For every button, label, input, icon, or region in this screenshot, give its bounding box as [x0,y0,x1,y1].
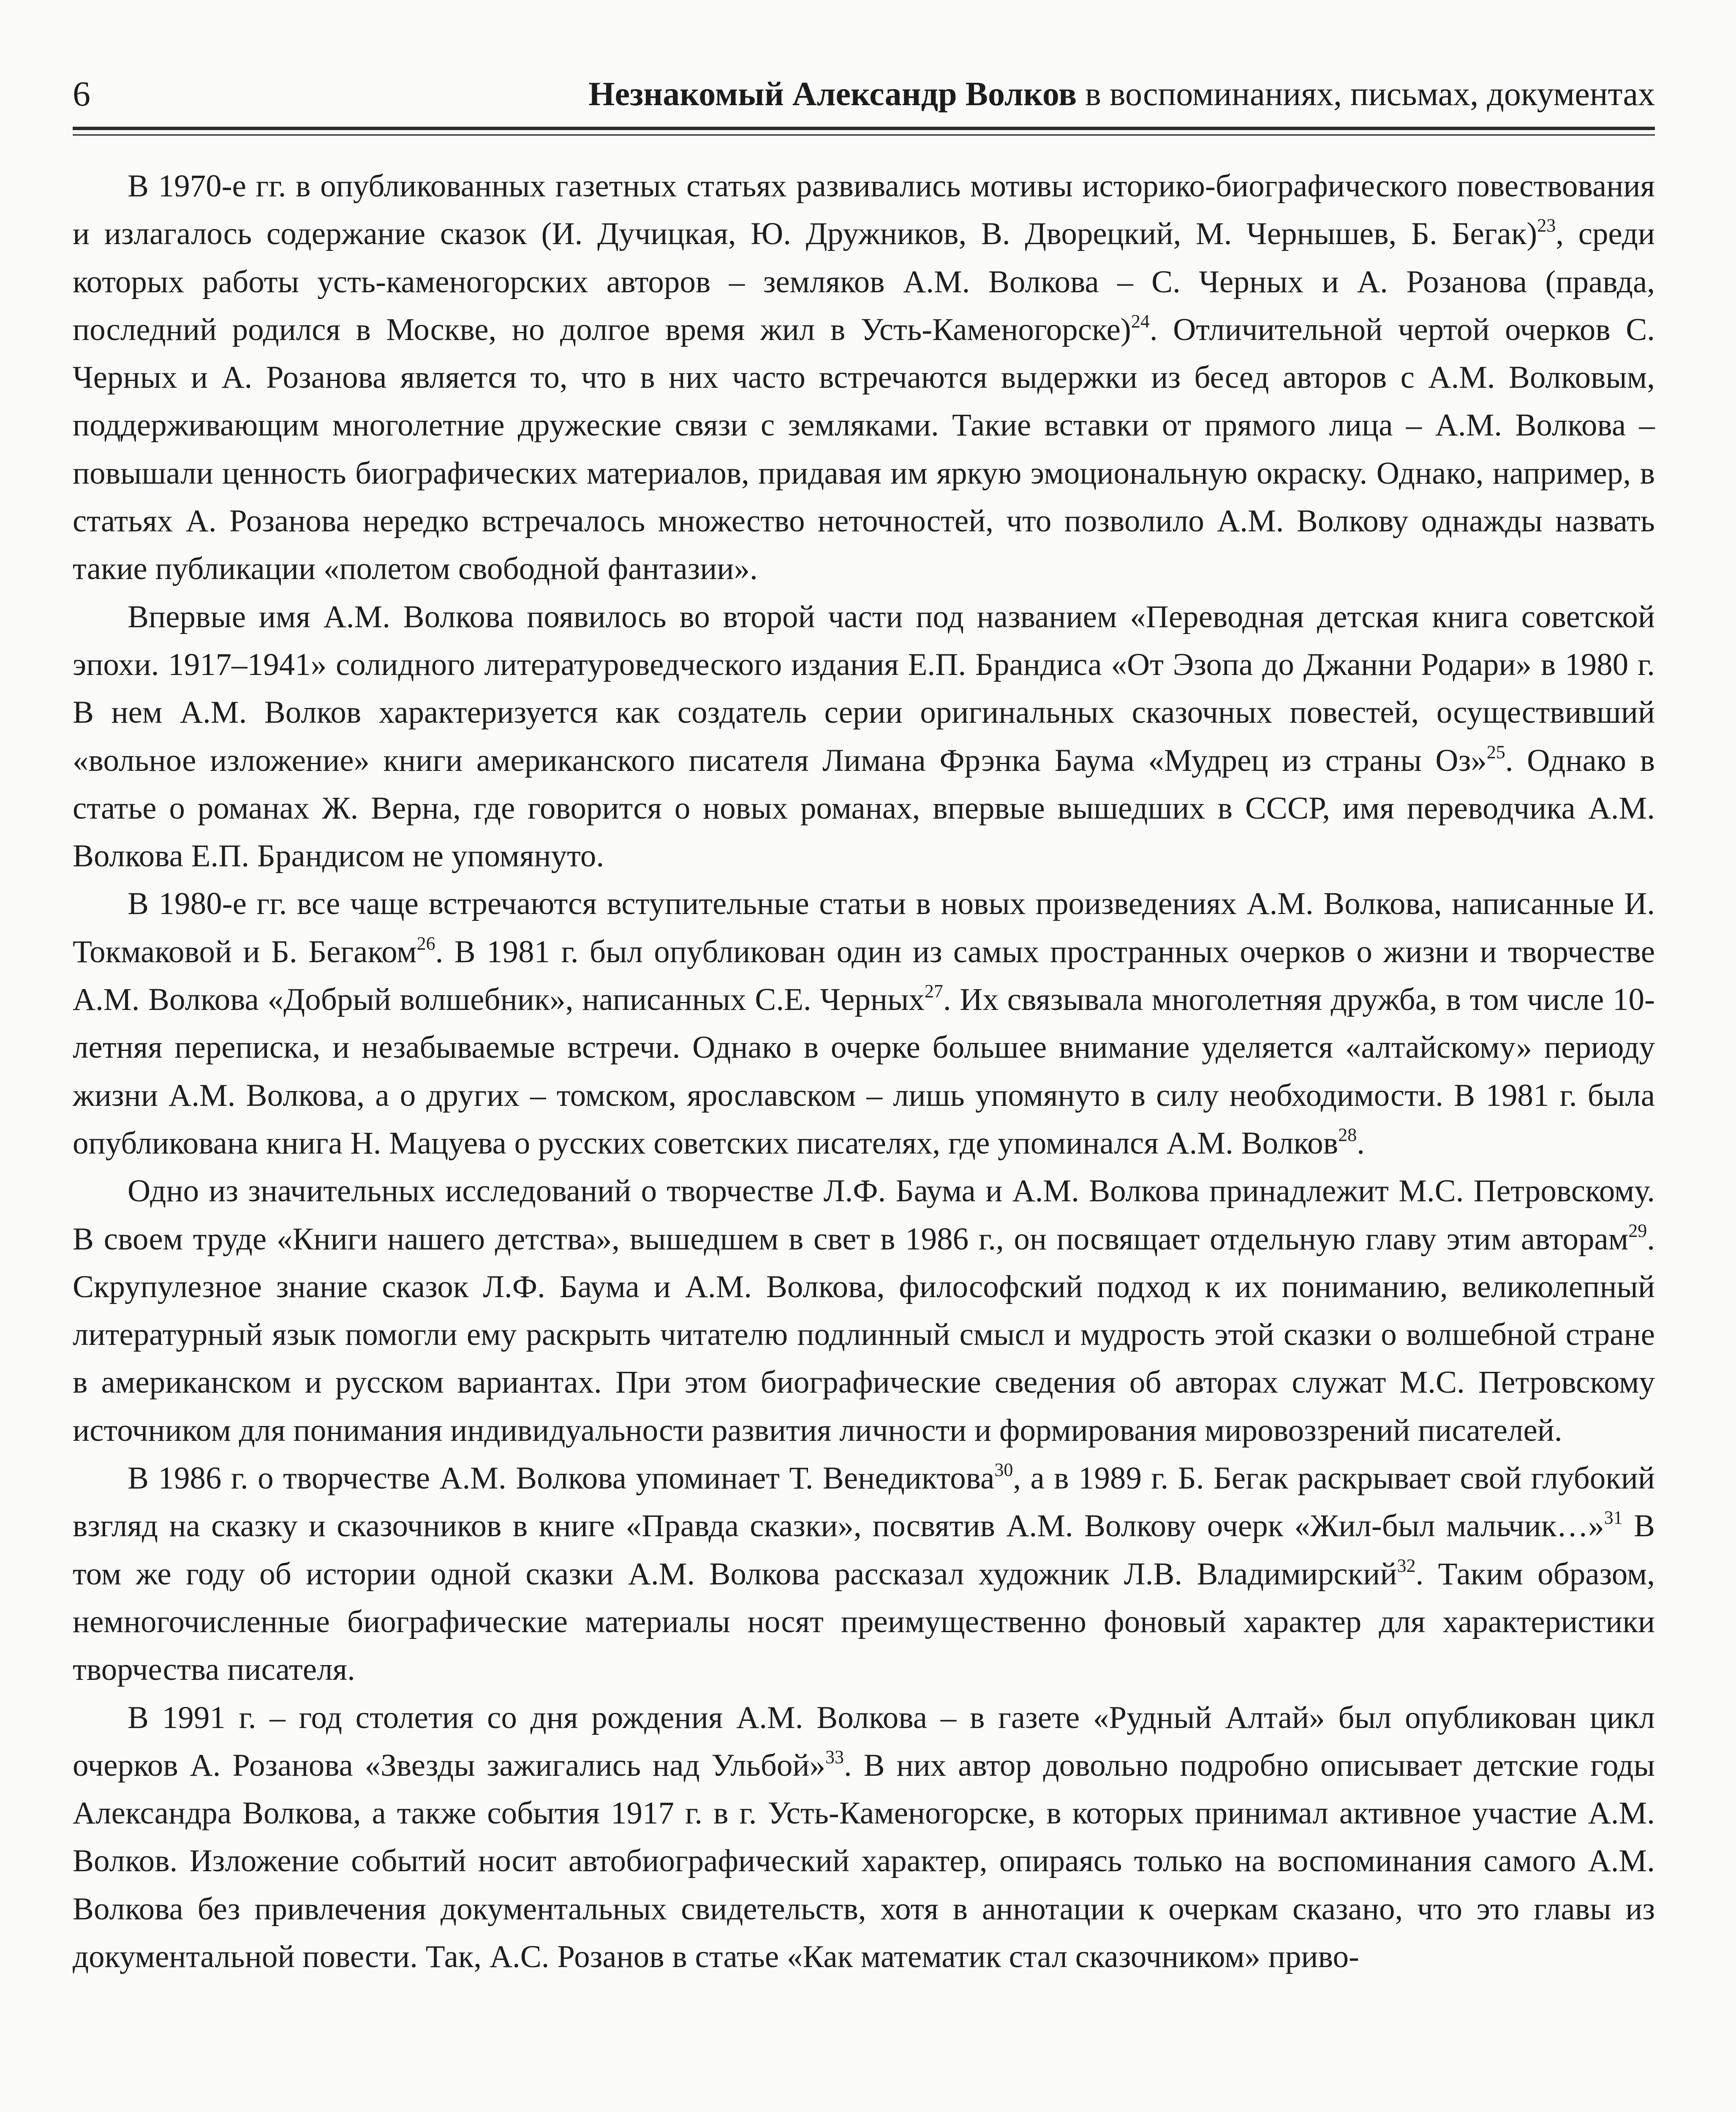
text-run: . В них автор довольно подробно описывает детские годы Александра Волкова, а также события 1917 г. в г. Усть-Каменогорске, в которых принимал активное участие А.М. Волков. Изложение событий носит автобиографический характер, опираясь только на воспоминания самого А.М. Волкова без привлечения документальных свидетельств, хотя в аннотации к очеркам сказано, что это главы из документальной повести. Так, А.С. Розанов в статье «Как математик стал сказочником» приво- [73,1747,1655,1974]
running-title-author: Незнакомый Александр Волков [588,76,1077,113]
footnote-ref: 24 [1131,310,1150,332]
text-run: Одно из значительных исследований о творчестве Л.Ф. Баума и А.М. Волкова принадлежит М.С. Петровскому. В своем труде «Книги нашего детства», вышедшем в свет в 1986 г., он посвящает отдельную главу этим авторам [73,1173,1655,1257]
text-run: , а в 1989 г. Б. Бегак раскрывает свой глубокий взгляд на сказку и сказочников в книге «Правда сказки», посвятив А.М. Волкову очерк «Жил-был мальчик…» [73,1461,1655,1544]
paragraph-3 [73,880,1655,1167]
paragraph-6 [73,1694,1655,1981]
footnote-ref: 26 [416,933,435,954]
text-run: . Отличительной чертой очерков С. Черных и А. Розанова является то, что в них часто встречаются выдержки из бесед авторов с А.М. Волковым, поддерживающим многолетние дружеские связи с земляками. Такие вставки от прямого лица – А.М. Волкова – повышали ценность биографических материалов, придавая им яркую эмоциональную окраску. Однако, например, в статьях А. Розанова нередко встречалось множество неточностей, что позволило А.М. Волкову однажды назвать такие публикации «полетом свободной фантазии». [73,312,1655,587]
text-run: . Скрупулезное знание сказок Л.Ф. Баума и А.М. Волкова, философский подход к их пониманию, великолепный литературный язык помогли ему раскрыть читателю подлинный смысл и мудрость этой сказки о волшебной стране в американском и русском вариантах. При этом биографические сведения об авторах служат М.С. Петровскому источником для понимания индивидуальности развития личности и формирования мировоззрений писателей. [73,1221,1655,1448]
text-run: В 1980-е гг. все чаще встречаются вступительные статьи в новых произведениях А.М. Волкова, написанные И. Токмаковой и Б. Бегаком [73,886,1655,969]
text-run: В 1986 г. о творчестве А.М. Волкова упоминает Т. Венедиктова [128,1461,995,1496]
paragraph-5 [73,1454,1655,1693]
text-run: . [1357,1125,1365,1161]
text-run: , среди которых работы усть-каменогорских авторов – земляков А.М. Волкова – С. Черных и А. Розанова (правда, последний родился в Москве, но долгое время жил в Усть-Каменогорске) [73,216,1655,347]
paragraph-4 [73,1167,1655,1454]
header-rule-thick [73,127,1655,130]
text-run: Впервые имя А.М. Волкова появилось во второй части под названием «Переводная детская книга советской эпохи. 1917–1941» солидного литературоведческого издания Е.П. Брандиса «От Эзопа до Джанни Родари» в 1980 г. В нем А.М. Волков характеризуется как создатель серии оригинальных сказочных повестей, осуществивший «вольное изложение» книги американского писателя Лимана Фрэнка Баума «Мудрец из страны Оз» [73,599,1655,778]
footnote-ref: 30 [994,1459,1013,1481]
footnote-ref: 27 [924,981,943,1002]
text-run: . Их связывала многолетняя дружба, в том числе 10-летняя переписка, и незабываемые встречи. Однако в очерке большее внимание уделяется «алтайскому» периоду жизни А.М. Волкова, а о других – томском, ярославском – лишь упомянуто в силу необходимости. В 1981 г. была опубликована книга Н. Мацуева о русских советских писателях, где упоминался А.М. Волков [73,982,1655,1161]
page-number: 6 [73,74,90,114]
footnote-ref: 31 [1604,1507,1623,1528]
text-run: . Однако в статье о романах Ж. Верна, где говорится о новых романах, впервые вышедших в СССР, имя переводчика А.М. Волкова Е.П. Брандисом не упомянуто. [73,743,1655,874]
text-run: В 1991 г. – год столетия со дня рождения А.М. Волкова – в газете «Рудный Алтай» был опубликован цикл очерков А. Розанова «Звезды зажигались над Ульбой» [73,1700,1655,1783]
header-rule-thin [73,134,1655,136]
text-run: В 1970-е гг. в опубликованных газетных статьях развивались мотивы историко-биографического повествования и излагалось содержание сказок (И. Дучицкая, Ю. Дружников, В. Дворецкий, М. Чернышев, Б. Бегак) [73,169,1655,252]
running-header [73,71,1655,126]
paragraph-2 [73,593,1655,880]
footnote-ref: 32 [1397,1555,1416,1576]
footnote-ref: 33 [825,1746,844,1767]
body-text [73,162,1655,1981]
text-run: В том же году об истории одной сказки А.М. Волкова рассказал художник Л.В. Владимирский [73,1508,1655,1592]
running-title-rest: в воспоминаниях, письмах, документах [1077,76,1655,113]
footnote-ref: 25 [1486,741,1505,762]
running-title [588,71,1655,117]
paragraph-1 [73,162,1655,593]
text-run: . Таким образом, немногочисленные биографические материалы носят преимущественно фоновый характер для характеристики творчества писателя. [73,1556,1655,1687]
footnote-ref: 23 [1537,215,1556,236]
footnote-ref: 29 [1628,1220,1647,1241]
footnote-ref: 28 [1338,1124,1357,1145]
text-run: . В 1981 г. был опубликован один из самых пространных очерков о жизни и творчестве А.М. Волкова «Добрый волшебник», написанных С.Е. Черных [73,934,1655,1018]
